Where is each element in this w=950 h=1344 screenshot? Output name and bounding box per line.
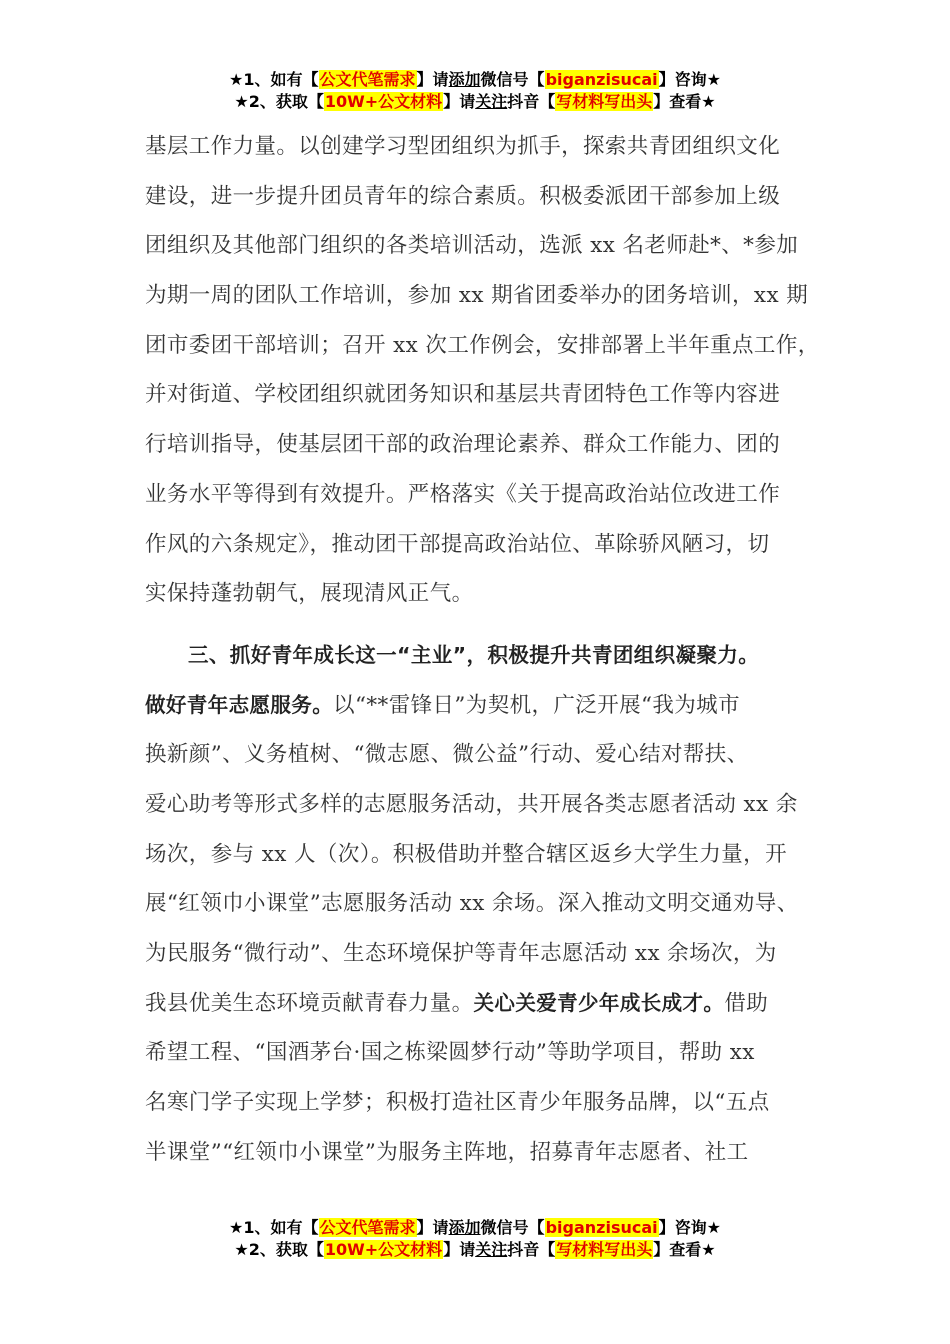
text-line: 团组织及其他部门组织的各类培训活动，选派 xx 名老师赴*、*参加: [145, 233, 799, 259]
text-line: 实保持蓬勃朝气，展现清风正气。: [145, 581, 474, 607]
banner-text: ★2、获取【: [234, 92, 324, 111]
highlight-douyin: 写材料写出头: [556, 1240, 653, 1259]
banner-text: ★2、获取【: [234, 1240, 324, 1259]
text-span: 以“**雷锋日”为契机，广泛开展“我为城市: [333, 692, 740, 718]
text-line: 基层工作力量。以创建学习型团组织为抓手，探索共青团组织文化: [145, 134, 781, 159]
subheading: 做好青年志愿服务。: [145, 692, 334, 717]
highlight-wechat-id: biganzisucai: [545, 1218, 658, 1237]
underlined-text: 关注: [475, 1240, 508, 1259]
banner-text: 抖音【: [507, 1240, 556, 1259]
text-line: 场次，参与 xx 人（次）。积极借助并整合辖区返乡大学生力量，开: [145, 841, 787, 867]
text-line: 换新颜”、义务植树、“微志愿、微公益”行动、爱心结对帮扶、: [145, 742, 749, 768]
underlined-text: 添加: [448, 1218, 481, 1237]
banner-line-2: [0, 91, 950, 113]
text-line: 团市委团干部培训；召开 xx 次工作例会，安排部署上半年重点工作，: [145, 332, 820, 358]
text-line: 名寒门学子实现上学梦；积极打造社区青少年服务品牌，以“五点: [145, 1090, 770, 1116]
banner-line-2: [0, 1239, 950, 1261]
banner-text: ★1、如有【: [229, 1218, 319, 1237]
footer-banner: [0, 1217, 950, 1261]
document-body: [145, 122, 820, 1177]
banner-line-1: [0, 1217, 950, 1239]
paragraph-1: [145, 122, 820, 619]
text-line: 半课堂”“红领巾小课堂”为服务主阵地，招募青年志愿者、社工: [145, 1139, 749, 1165]
underlined-text: 关注: [475, 92, 508, 111]
text-line: 爱心助考等形式多样的志愿服务活动，共开展各类志愿者活动 xx 余: [145, 791, 798, 817]
banner-text: ★1、如有【: [229, 70, 319, 89]
banner-text: 微信号【: [480, 70, 545, 89]
text-line: 为期一周的团队工作培训，参加 xx 期省团委举办的团务培训，xx 期: [145, 283, 809, 309]
highlight-douyin: 写材料写出头: [556, 92, 653, 111]
banner-text: 】咨询★: [658, 1218, 721, 1237]
text-span: 我县优美生态环境贡献青春力量。: [145, 990, 474, 1016]
subheading: 关心关爱青少年成长成才。: [473, 990, 725, 1015]
highlight-wechat-id: biganzisucai: [545, 70, 658, 89]
text-span: 借助: [724, 990, 769, 1016]
banner-text: 】请: [443, 1240, 476, 1259]
text-line: 业务水平等得到有效提升。严格落实《关于提高政治站位改进工作: [145, 481, 781, 507]
banner-line-1: [0, 69, 950, 91]
text-line: [145, 681, 810, 731]
text-line: 展“红领巾小课堂”志愿服务活动 xx 余场。深入推动文明交通劝导、: [145, 891, 799, 917]
text-line: 并对街道、学校团组织就团务知识和基层共青团特色工作等内容进: [145, 382, 781, 408]
text-line: 作风的六条规定》，推动团干部提高政治站位、革除骄风陋习，切: [145, 531, 770, 557]
banner-text: 】请: [416, 1218, 449, 1237]
banner-text: 抖音【: [507, 92, 556, 111]
underlined-text: 添加: [448, 70, 481, 89]
banner-text: 】请: [416, 70, 449, 89]
paragraph-2: [145, 631, 810, 1178]
banner-text: 】咨询★: [658, 70, 721, 89]
banner-text: 】查看★: [653, 1240, 716, 1259]
highlight-materials: 10W+公文材料: [324, 1240, 443, 1259]
highlight-service: 公文代笔需求: [319, 70, 416, 89]
text-line: [145, 979, 810, 1029]
highlight-materials: 10W+公文材料: [324, 92, 443, 111]
highlight-service: 公文代笔需求: [319, 1218, 416, 1237]
text-line: 为民服务“微行动”、生态环境保护等青年志愿活动 xx 余场次，为: [145, 941, 777, 966]
banner-text: 】请: [443, 92, 476, 111]
header-banner: [0, 69, 950, 113]
section-heading: 三、抓好青年成长这一“主业”，积极提升共青团组织凝聚力。: [188, 642, 760, 667]
banner-text: 微信号【: [480, 1218, 545, 1237]
text-line: 希望工程、“国酒茅台·国之栋梁圆梦行动”等助学项目，帮助 xx: [145, 1040, 755, 1066]
text-line: 行培训指导，使基层团干部的政治理论素养、群众工作能力、团的: [145, 432, 781, 458]
text-line: 建设，进一步提升团员青年的综合素质。积极委派团干部参加上级: [145, 183, 781, 209]
banner-text: 】查看★: [653, 92, 716, 111]
